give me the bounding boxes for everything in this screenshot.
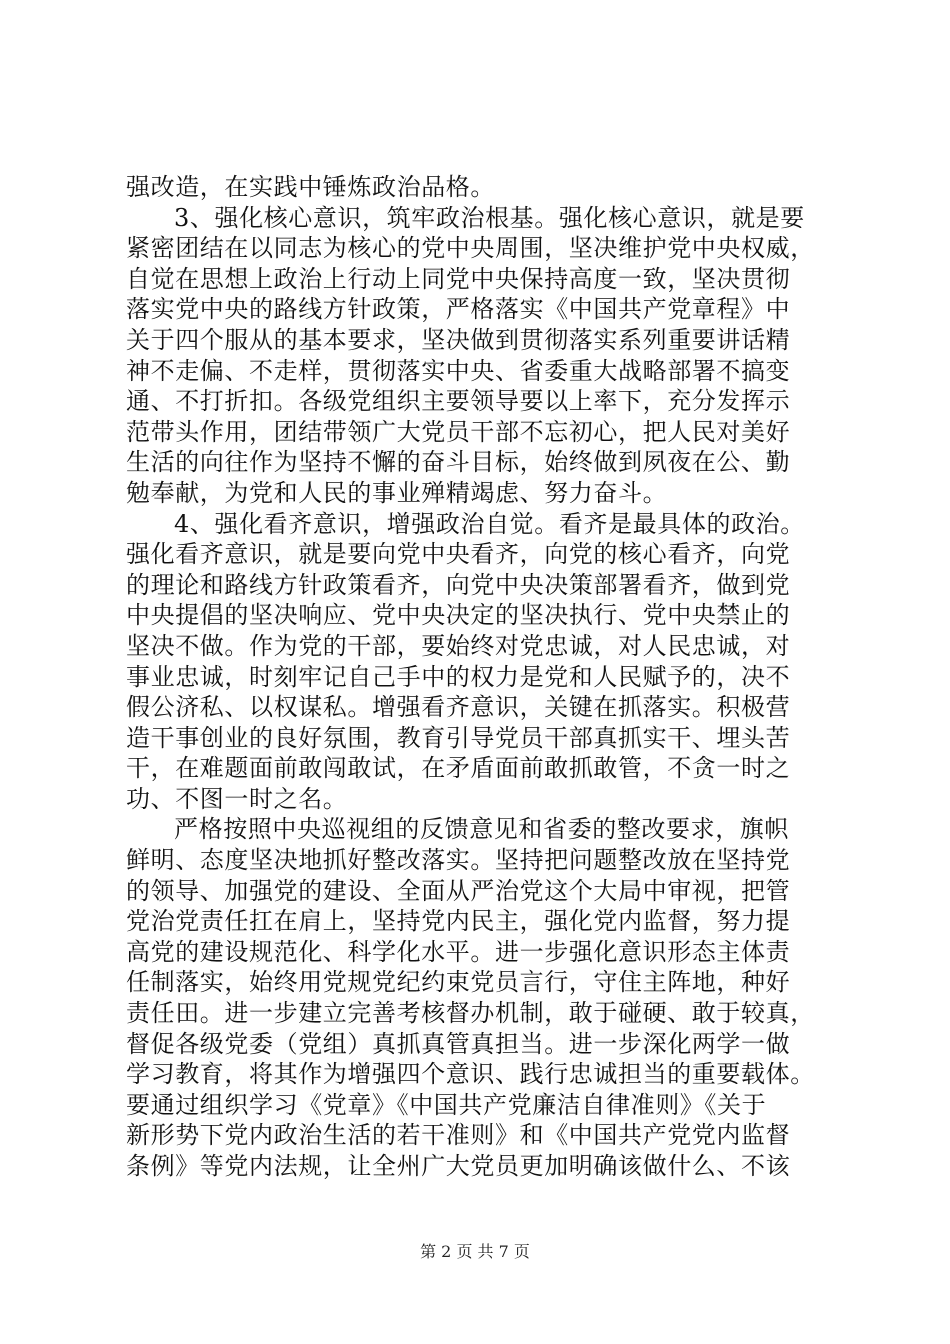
text-line: 紧密团结在以同志为核心的党中央周围，坚决维护党中央权威， [126, 234, 815, 263]
text-line: 的领导、加强党的建设、全面从严治党这个大局中审视，把管 [126, 876, 791, 905]
text-line: 的理论和路线方针政策看齐，向党中央决策部署看齐，做到党 [126, 570, 791, 599]
text-line: 落实党中央的路线方针政策，严格落实《中国共产党章程》中 [126, 295, 791, 324]
text-line: 任制落实，始终用党规党纪约束党员言行，守住主阵地，种好 [126, 968, 791, 997]
text-line: 事业忠诚，时刻牢记自己手中的权力是党和人民赋予的，决不 [126, 662, 791, 691]
text-line: 神不走偏、不走样，贯彻落实中央、省委重大战略部署不搞变 [126, 356, 791, 385]
text-line: 强化看齐意识，就是要向党中央看齐，向党的核心看齐，向党 [126, 540, 791, 569]
text-line: 要通过组织学习《党章》《中国共产党廉洁自律准则》《关于 [126, 1090, 767, 1119]
text-line: 高党的建设规范化、科学化水平。进一步强化意识形态主体责 [126, 937, 791, 966]
text-line: 责任田。进一步建立完善考核督办机制，敢于碰硬、敢于较真， [126, 999, 815, 1028]
text-line: 假公济私、以权谋私。增强看齐意识，关键在抓落实。积极营 [126, 693, 791, 722]
text-line: 功、不图一时之名。 [126, 784, 348, 813]
text-line: 通、不打折扣。各级党组织主要领导要以上率下，充分发挥示 [126, 387, 791, 416]
text-line: 强改造，在实践中锤炼政治品格。 [126, 173, 495, 201]
text-line: 4、强化看齐意识，增强政治自觉。看齐是最具体的政治。 [174, 509, 805, 538]
text-line: 生活的向往作为坚持不懈的奋斗目标，始终做到夙夜在公、勤 [126, 448, 791, 477]
text-line: 关于四个服从的基本要求，坚决做到贯彻落实系列重要讲话精 [126, 325, 791, 354]
text-line: 范带头作用，团结带领广大党员干部不忘初心，把人民对美好 [126, 417, 791, 446]
text-line: 严格按照中央巡视组的反馈意见和省委的整改要求，旗帜 [174, 815, 789, 844]
text-line: 3、强化核心意识，筑牢政治根基。强化核心意识，就是要 [174, 203, 805, 232]
text-line: 条例》等党内法规，让全州广大党员更加明确该做什么、不该 [126, 1152, 791, 1180]
text-line: 党治党责任扛在肩上，坚持党内民主，强化党内监督，努力提 [126, 907, 791, 936]
text-line: 干，在难题面前敢闯敢试，在矛盾面前敢抓敢管，不贪一时之 [126, 754, 791, 783]
text-line: 坚决不做。作为党的干部，要始终对党忠诚，对人民忠诚，对 [126, 631, 791, 660]
text-line: 自觉在思想上政治上行动上同党中央保持高度一致，坚决贯彻 [126, 264, 791, 293]
text-line: 鲜明、态度坚决地抓好整改落实。坚持把问题整改放在坚持党 [126, 846, 791, 875]
text-line: 勉奉献，为党和人民的事业殚精竭虑、努力奋斗。 [126, 478, 668, 507]
document-body [126, 172, 846, 1182]
text-line: 造干事创业的良好氛围，教育引导党员干部真抓实干、埋头苦 [126, 723, 791, 752]
text-line: 督促各级党委（党组）真抓真管真担当。进一步深化两学一做 [126, 1029, 791, 1058]
text-line: 学习教育，将其作为增强四个意识、践行忠诚担当的重要载体。 [126, 1060, 815, 1089]
text-line: 中央提倡的坚决响应、党中央决定的坚决执行、党中央禁止的 [126, 601, 791, 630]
page-footer: 第 2 页 共 7 页 [420, 1242, 530, 1261]
text-line: 新形势下党内政治生活的若干准则》和《中国共产党党内监督 [126, 1121, 791, 1150]
